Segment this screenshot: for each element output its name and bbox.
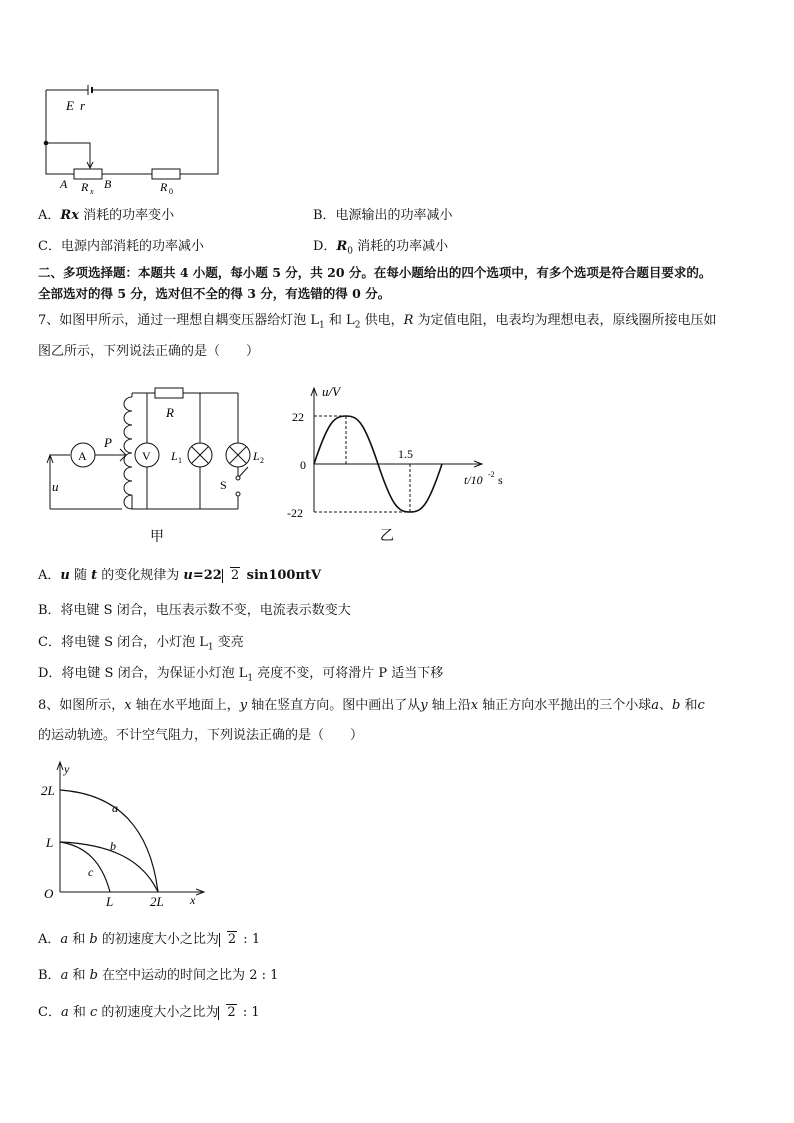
ammeter-label: A — [78, 449, 87, 463]
y-tick-L: L — [46, 835, 54, 850]
x-tick-1.5: 1.5 — [398, 447, 413, 461]
q6-option-d[interactable]: D．$R_0$ 消耗的功率减小 — [313, 239, 449, 257]
transformer-circuit-figure — [40, 383, 270, 548]
figure-yi-caption: 乙 — [380, 529, 394, 544]
lamp-L1-sub: 1 — [178, 456, 182, 465]
y-tick-22: 22 — [292, 410, 304, 424]
q7-option-d[interactable]: D．将电键 S 闭合，为保证小灯泡 $L_1$ 亮度不变，可将滑片 P 适当下移 — [38, 666, 444, 684]
section2-instructions-line2: 全部选对的得 5 分，选对但不全的得 3 分，有选错的得 0 分。 — [38, 286, 391, 301]
voltmeter-label: V — [142, 449, 151, 463]
label-A: A — [60, 177, 68, 191]
curve-c-label: c — [88, 865, 94, 879]
y-tick-0: 0 — [300, 458, 306, 472]
x-axis-label-unit: s — [498, 473, 503, 487]
y-tick-2L: 2L — [41, 783, 55, 798]
x-axis-label: x — [190, 893, 196, 907]
label-R0-sub: 0 — [169, 187, 173, 195]
label-Rx: R — [81, 180, 89, 194]
q7-option-a[interactable]: A．u 随 t 的变化规律为 u=22 2 sin100πtV — [38, 568, 322, 583]
voltage-sine-chart — [282, 380, 512, 545]
trajectory-figure — [38, 758, 218, 908]
q8-option-b[interactable]: B．a 和 b 在空中运动的时间之比为 2 : 1 — [38, 968, 279, 983]
q8-option-a[interactable]: A．a 和 b 的初速度大小之比为 2 : 1 — [38, 932, 261, 947]
curve-a-label: a — [112, 801, 118, 815]
x-axis-label: t/10 — [464, 473, 483, 487]
switch-S-label: S — [220, 478, 227, 492]
circuit-figure-1 — [30, 80, 230, 195]
q8-stem-line1: 8、如图所示，x 轴在水平地面上，y 轴在竖直方向。图中画出了从y 轴上沿x 轴正方向水平抛出的三个小球a、b 和c — [38, 698, 705, 713]
label-r: r — [80, 98, 86, 113]
x-tick-L: L — [106, 894, 114, 908]
section2-instructions-line1: 二、多项选择题：本题共 4 小题，每小题 5 分，共 20 分。在每小题给出的四个选项中，有多个选项是符合题目要求的。 — [38, 265, 712, 280]
q6-option-a[interactable]: A．Rx 消耗的功率变小 — [38, 208, 175, 223]
voltage-u-label: u — [52, 479, 59, 494]
curve-b-label: b — [110, 839, 116, 853]
q8-option-c[interactable]: C．a 和 c 的初速度大小之比为 2 : 1 — [38, 1005, 260, 1020]
q7-option-b[interactable]: B．将电键 S 闭合，电压表示数不变，电流表示数变大 — [38, 603, 351, 618]
q8-stem-line2: 的运动轨迹。不计空气阻力，下列说法正确的是（ ） — [38, 728, 364, 743]
y-axis-label: y — [64, 762, 70, 776]
label-Rx-sub: x — [90, 187, 94, 195]
lamp-L2-label: L — [253, 449, 260, 463]
x-axis-label-exp: -2 — [488, 470, 495, 479]
resistor-R-label: R — [166, 405, 174, 420]
y-tick-neg22: -22 — [287, 506, 303, 520]
x-tick-2L: 2L — [150, 894, 164, 908]
q7-stem-line1: 7、如图甲所示，通过一理想自耦变压器给灯泡 $L_1$ 和 $L_2$ 供电，R 为定值电阻，电表均为理想电表，原线圈所接电压如 — [38, 313, 717, 331]
q6-option-b[interactable]: B．电源输出的功率减小 — [313, 208, 453, 223]
label-E: E — [66, 98, 74, 113]
origin-O: O — [44, 886, 54, 901]
q7-stem-line2: 图乙所示，下列说法正确的是（ ） — [38, 344, 260, 359]
lamp-L2-sub: 2 — [260, 456, 264, 465]
slider-P-label: P — [104, 435, 112, 450]
q7-option-c[interactable]: C．将电键 S 闭合，小灯泡 $L_1$ 变亮 — [38, 635, 244, 653]
lamp-L1-label: L — [171, 449, 178, 463]
label-R0: R — [160, 180, 168, 194]
label-B: B — [104, 177, 112, 191]
y-axis-label: u/V — [322, 384, 341, 399]
figure-jia-caption: 甲 — [150, 530, 164, 545]
q6-option-c[interactable]: C．电源内部消耗的功率减小 — [38, 239, 204, 254]
